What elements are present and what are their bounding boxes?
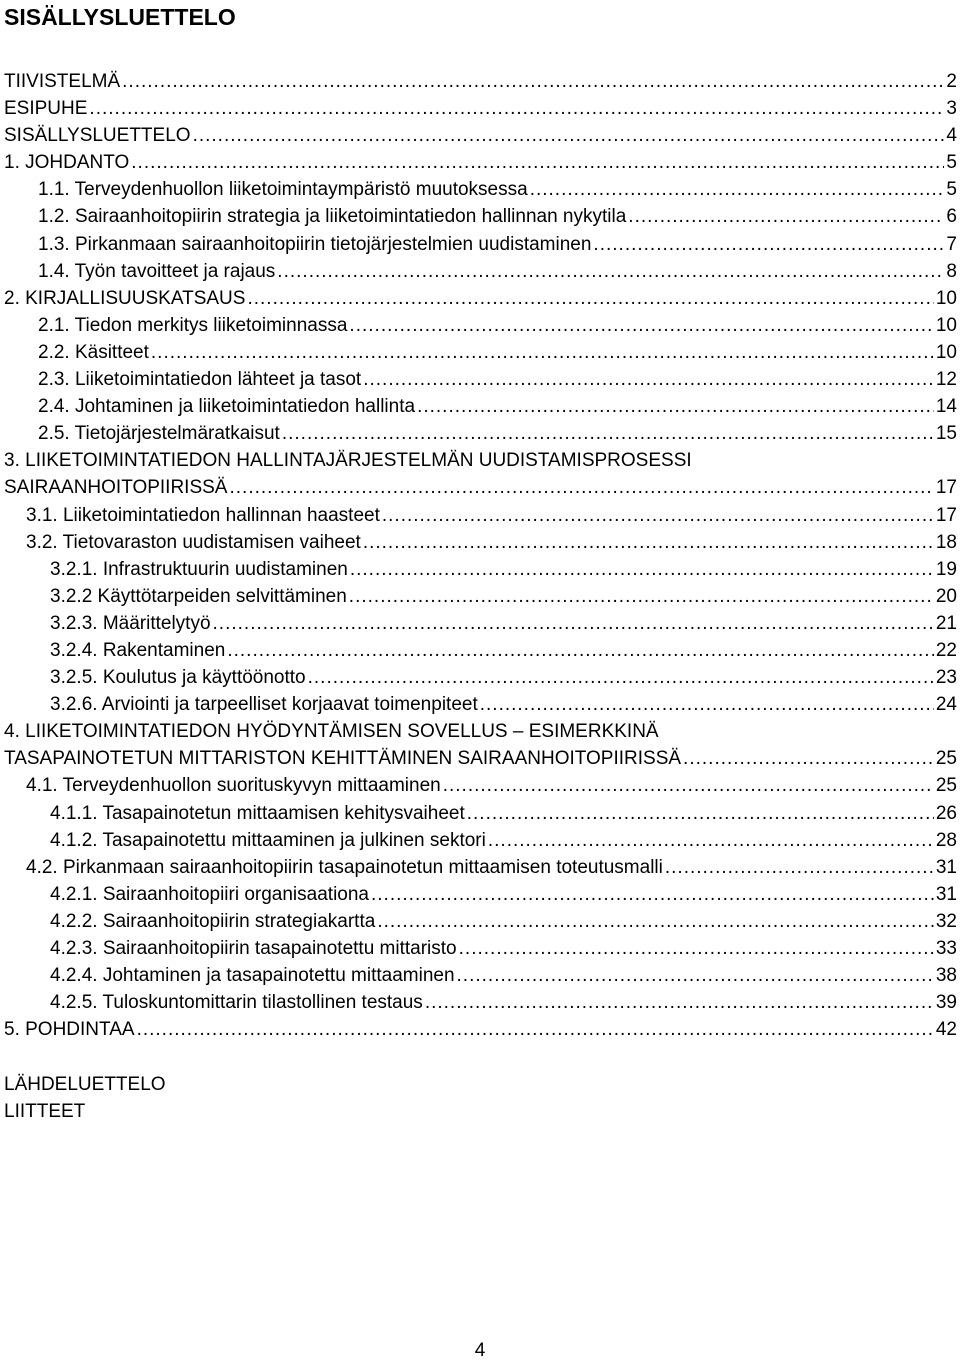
toc-leader (350, 556, 934, 583)
toc-entry[interactable]: 4.2. Pirkanmaan sairaanhoitopiirin tasapainotetun mittaamisen toteutusmalli ..... 31 (4, 854, 960, 881)
toc-leader (459, 935, 934, 962)
toc-leader (425, 989, 934, 1016)
toc-entry[interactable]: 2.5. Tietojärjestelmäratkaisut ..... 15 (4, 420, 960, 447)
toc-entry[interactable]: 1. JOHDANTO ..... 5 (4, 149, 960, 176)
toc-entry[interactable]: 3.1. Liiketoimintatiedon hallinnan haasteet ..... 17 (4, 502, 960, 529)
references-heading[interactable]: LÄHDELUETTELO (4, 1074, 166, 1095)
toc-leader (282, 420, 934, 447)
toc-leader (488, 827, 934, 854)
toc-entry[interactable]: 4.1. Terveydenhuollon suorituskyvyn mittaaminen ..... 25 (4, 772, 960, 799)
toc-leader (349, 312, 933, 339)
page-number: 4 (474, 1340, 486, 1361)
toc-entry[interactable]: 1.2. Sairaanhoitopiirin strategia ja liiketoimintatiedon hallinnan nykytila ..... 6 (4, 203, 960, 230)
toc-leader (247, 285, 933, 312)
toc-entry[interactable]: 1.4. Työn tavoitteet ja rajaus ..... 8 (4, 258, 960, 285)
toc-leader (417, 393, 934, 420)
toc-leader (382, 502, 934, 529)
toc-leader (213, 610, 934, 637)
toc-leader (363, 366, 934, 393)
toc-entry[interactable]: TIIVISTELMÄ ..... 2 (4, 68, 960, 95)
toc-leader (227, 637, 934, 664)
toc-leader (193, 122, 945, 149)
toc-entry[interactable]: 2.4. Johtaminen ja liiketoimintatiedon hallinta ..... 14 (4, 393, 960, 420)
toc-entry[interactable]: 3.2.4. Rakentaminen ..... 22 (4, 637, 960, 664)
toc-leader (229, 474, 933, 501)
toc-leader (349, 583, 934, 610)
toc-leader (530, 176, 945, 203)
toc-entry[interactable]: 2.3. Liiketoimintatiedon lähteet ja tasot ..... 12 (4, 366, 960, 393)
toc-entry[interactable]: 4.2.4. Johtaminen ja tasapainotettu mittaaminen ..... 38 (4, 962, 960, 989)
toc-entry[interactable]: 5. POHDINTAA ..... 42 (4, 1016, 960, 1043)
toc-leader (443, 772, 934, 799)
toc-leader (480, 691, 934, 718)
toc-entry-heading[interactable]: 4. LIIKETOIMINTATIEDON HYÖDYNTÄMISEN SOVELLUS – ESIMERKKINÄ (4, 721, 659, 743)
toc-leader (683, 745, 934, 772)
toc-entry[interactable]: 1.1. Terveydenhuollon liiketoimintaympäristö muutoksessa ..... 5 (4, 176, 960, 203)
toc-entry[interactable]: 2.1. Tiedon merkitys liiketoiminnassa ..... 10 (4, 312, 960, 339)
toc-entry[interactable]: 3.2.3. Määrittelytyö ..... 21 (4, 610, 960, 637)
toc-entry[interactable]: 3.2.5. Koulutus ja käyttöönotto ..... 23 (4, 664, 960, 691)
toc-leader (628, 203, 944, 230)
attachments-heading[interactable]: LIITTEET (4, 1101, 86, 1122)
toc-entry[interactable]: TASAPAINOTETUN MITTARISTON KEHITTÄMINEN SAIRAANHOITOPIIRISSÄ ..... 25 (4, 745, 960, 772)
toc-entry[interactable]: 3.2.6. Arviointi ja tarpeelliset korjaavat toimenpiteet ..... 24 (4, 691, 960, 718)
toc-leader (377, 908, 934, 935)
toc-entry[interactable]: 1.3. Pirkanmaan sairaanhoitopiirin tietojärjestelmien uudistaminen ..... 7 (4, 231, 960, 258)
page-title: SISÄLLYSLUETTELO (4, 4, 236, 30)
toc-leader (89, 95, 944, 122)
toc-entry[interactable]: 3.2. Tietovaraston uudistamisen vaiheet ..... 18 (4, 529, 960, 556)
toc-leader (371, 881, 934, 908)
toc-leader (593, 231, 944, 258)
toc-leader (137, 1016, 934, 1043)
toc-leader (467, 800, 934, 827)
toc-leader (277, 258, 944, 285)
toc-entry[interactable]: 3.2.1. Infrastruktuurin uudistaminen ..... 19 (4, 556, 960, 583)
toc-entry[interactable]: 4.2.1. Sairaanhoitopiiri organisaationa ..... 31 (4, 881, 960, 908)
toc-entry[interactable]: ESIPUHE ..... 3 (4, 95, 960, 122)
toc-entry[interactable]: 3.2.2 Käyttötarpeiden selvittäminen ..... 20 (4, 583, 960, 610)
toc-leader (308, 664, 934, 691)
toc-entry[interactable]: 4.2.5. Tuloskuntomittarin tilastollinen testaus ..... 39 (4, 989, 960, 1016)
toc-entry-heading[interactable]: 3. LIIKETOIMINTATIEDON HALLINTAJÄRJESTELMÄN UUDISTAMISPROSESSI (4, 450, 692, 472)
toc-entry[interactable]: 4.2.2. Sairaanhoitopiirin strategiakartta ..... 32 (4, 908, 960, 935)
toc-leader (151, 339, 934, 366)
table-of-contents (4, 68, 960, 1043)
toc-entry[interactable]: SISÄLLYSLUETTELO ..... 4 (4, 122, 960, 149)
toc-leader (457, 962, 934, 989)
toc-leader (363, 529, 934, 556)
toc-entry[interactable]: 2. KIRJALLISUUSKATSAUS ..... 10 (4, 285, 960, 312)
toc-entry[interactable]: 4.1.1. Tasapainotetun mittaamisen kehitysvaiheet ..... 26 (4, 800, 960, 827)
toc-entry[interactable]: 4.1.2. Tasapainotettu mittaaminen ja julkinen sektori ..... 28 (4, 827, 960, 854)
toc-leader (131, 149, 944, 176)
toc-entry[interactable]: SAIRAANHOITOPIIRISSÄ ..... 17 (4, 474, 960, 501)
toc-entry[interactable]: 2.2. Käsitteet ..... 10 (4, 339, 960, 366)
toc-leader (665, 854, 934, 881)
toc-entry[interactable]: 4.2.3. Sairaanhoitopiirin tasapainotettu mittaristo ..... 33 (4, 935, 960, 962)
toc-leader (122, 68, 944, 95)
